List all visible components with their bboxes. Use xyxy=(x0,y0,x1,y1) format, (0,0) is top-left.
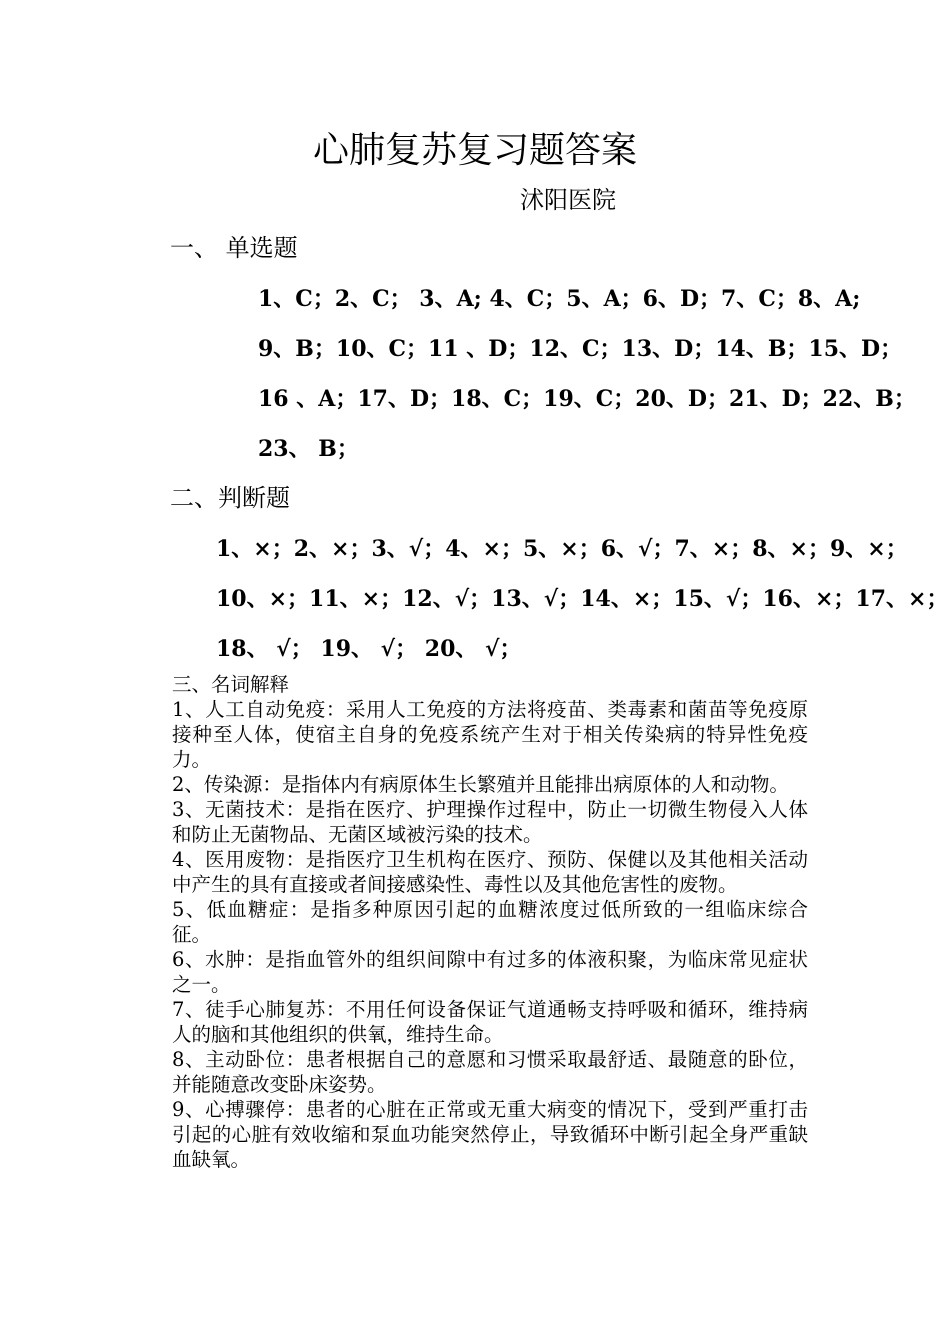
definition-item: 1、人工自动免疫：采用人工免疫的方法将疫苗、类毒素和菌苗等免疫原接种至人体，使宿主自身的免疫系统产生对于相关传染病的特异性免疫力。 xyxy=(172,698,808,771)
definition-item: 5、低血糖症：是指多种原因引起的血糖浓度过低所致的一组临床综合征。 xyxy=(172,898,808,946)
definition-item: 4、医用废物：是指医疗卫生机构在医疗、预防、保健以及其他相关活动中产生的具有直接或者间接感染性、毒性以及其他危害性的废物。 xyxy=(172,848,808,896)
section-true-false-heading: 二、判断题 xyxy=(170,484,290,512)
definition-item: 3、无菌技术：是指在医疗、护理操作过程中，防止一切微生物侵入人体和防止无菌物品、无菌区域被污染的技术。 xyxy=(172,798,808,846)
true-false-answer-line: 1、×；2、×；3、√；4、×；5、×；6、√；7、×；8、×；9、×； xyxy=(216,536,908,562)
definition-item: 7、徒手心肺复苏：不用任何设备保证气道通畅支持呼吸和循环，维持病人的脑和其他组织的供氧，维持生命。 xyxy=(172,998,808,1046)
definition-item: 8、主动卧位：患者根据自己的意愿和习惯采取最舒适、最随意的卧位，并能随意改变卧床姿势。 xyxy=(172,1048,808,1096)
single-choice-answer-line: 23、 B； xyxy=(258,436,359,462)
true-false-answer-line: 18、 √； 19、 √； 20、 √； xyxy=(216,636,522,662)
definition-item: 2、传染源：是指体内有病原体生长繁殖并且能排出病原体的人和动物。 xyxy=(172,773,789,796)
section-single-choice-heading: 一、 单选题 xyxy=(170,234,298,262)
single-choice-answer-line: 16 、A；17、D；18、C；19、C；20、D；21、D；22、B； xyxy=(258,386,916,412)
section-definitions-heading: 三、名词解释 xyxy=(172,673,290,696)
hospital-name: 沭阳医院 xyxy=(520,186,616,214)
single-choice-answer-line: 9、B；10、C；11 、D；12、C；13、D；14、B；15、D； xyxy=(258,336,903,362)
definitions-section xyxy=(172,672,808,1172)
true-false-answer-line: 10、×；11、×；12、√；13、√；14、×；15、√；16、×；17、×； xyxy=(216,586,949,612)
definition-item: 9、心搏骤停：患者的心脏在正常或无重大病变的情况下，受到严重打击引起的心脏有效收缩和泵血功能突然停止，导致循环中断引起全身严重缺血缺氧。 xyxy=(172,1098,808,1171)
page-title: 心肺复苏复习题答案 xyxy=(312,130,637,171)
single-choice-answer-line: 1、C；2、C； 3、A; 4、C；5、A；6、D；7、C；8、A; xyxy=(258,286,861,312)
definition-item: 6、水肿：是指血管外的组织间隙中有过多的体液积聚，为临床常见症状之一。 xyxy=(172,948,808,996)
